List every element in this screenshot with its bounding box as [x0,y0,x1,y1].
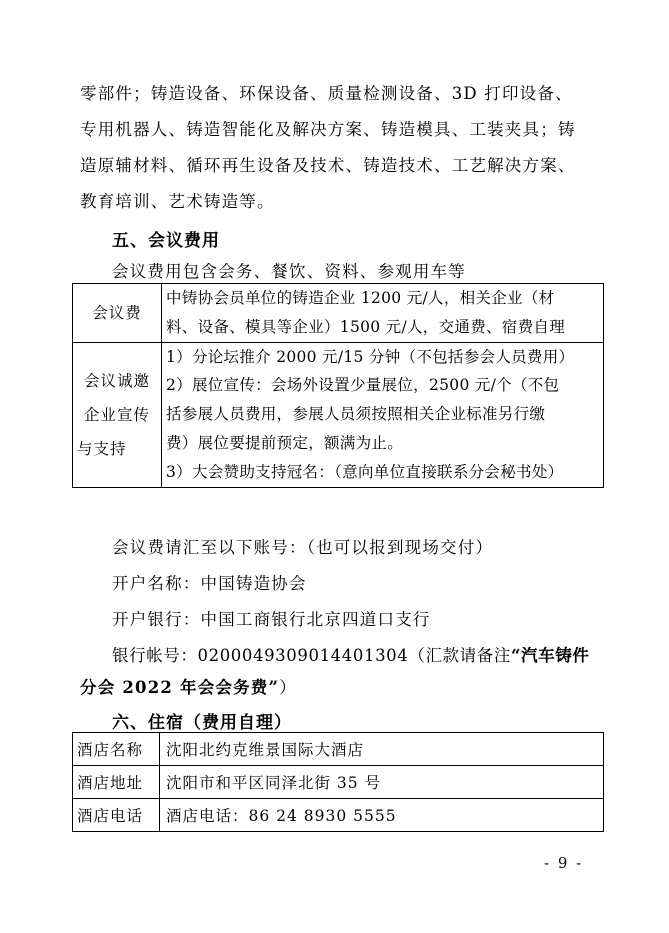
hotel-address-label: 酒店地址 [73,766,160,799]
hotel-table [72,732,604,832]
hotel-phone-value: 酒店电话：86 24 8930 5555 [160,799,604,832]
account-number: 银行帐号：0200049309014401304（汇款请备注 [112,646,511,665]
bank-name: 开户银行：中国工商银行北京四道口支行 [112,610,431,629]
intro-line-2: 专用机器人、铸造智能化及解决方案、铸造模具、工装夹具；铸 [80,120,576,139]
hotel-row [73,733,604,766]
hotel-row [73,799,604,832]
fee-line-1: 中铸协会员单位的铸造企业 1200 元/人，相关企业（材 [166,289,555,307]
intro-line-3: 造原辅材料、循环再生设备及技术、铸造技术、工艺解决方案、 [80,156,576,175]
account-number-line [112,642,589,666]
remark-line [80,674,297,698]
intro-line-1: 零部件；铸造设备、环保设备、质量检测设备、3D 打印设备、 [80,84,573,103]
hotel-phone-label: 酒店电话 [73,799,160,832]
support-row [73,342,604,487]
support-line-4: 费）展位要提前预定，额满为止。 [166,433,404,452]
section5-heading: 五、会议费用 [112,231,220,251]
fee-label: 会议费 [73,284,162,343]
support-line-2: 2）展位宣传：会场外设置少量展位，2500 元/个（不包 [166,376,560,395]
support-line-1: 1）分论坛推介 2000 元/15 分钟（不包括参会人员费用） [166,347,575,366]
fee-line-2: 料、设备、模具等企业）1500 元/人，交通费、宿费自理 [166,317,565,336]
section6-heading: 六、住宿（费用自理） [112,713,292,733]
hotel-address-value: 沈阳市和平区同泽北街 35 号 [160,766,604,799]
hotel-name-value: 沈阳北约克维景国际大酒店 [160,733,604,766]
remark-part-2: 分会 2022 年会会务费” [80,678,280,697]
fee-row [73,284,604,343]
account-name: 开户名称：中国铸造协会 [112,574,307,593]
support-label-line-2: 企业宣传 [83,405,150,424]
support-label-line-3: 与支持 [77,439,127,458]
page-number: - 9 - [544,854,584,872]
section5-subtitle: 会议费用包含会务、餐饮、资料、参观用车等 [112,262,466,281]
support-content [162,342,604,487]
intro-line-4: 教育培训、艺术铸造等。 [80,192,275,211]
meeting-fee-table [72,283,604,488]
hotel-row [73,766,604,799]
support-label [73,342,162,487]
hotel-name-label: 酒店名称 [73,733,160,766]
support-label-line-1: 会议诚邀 [83,371,150,390]
remark-part-1: “汽车铸件 [510,646,590,665]
support-line-3: 括参展人员费用，参展人员须按照相关企业标准另行缴 [166,405,546,424]
payment-intro: 会议费请汇至以下账号：（也可以报到现场交付） [112,538,494,557]
fee-content [162,284,604,343]
remark-suffix: ） [279,678,297,697]
support-line-5: 3）大会赞助支持冠名：（意向单位直接联系分会秘书处） [166,462,564,481]
